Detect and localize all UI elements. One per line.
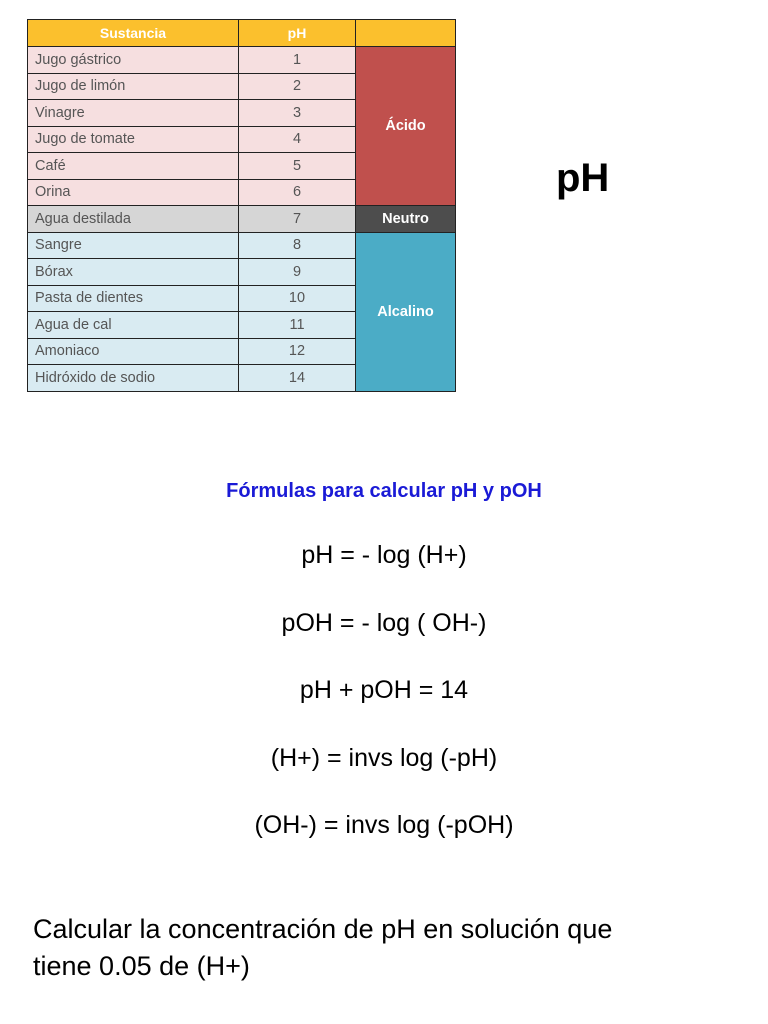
formula-oh-concentration: (OH-) = invs log (-pOH)	[254, 811, 514, 839]
row-substance: Bórax	[28, 259, 239, 286]
row-ph: 1	[239, 47, 356, 74]
formula-poh: pOH = - log ( OH-)	[281, 608, 487, 637]
row-ph: 6	[239, 179, 356, 206]
row-ph: 10	[239, 285, 356, 312]
row-ph: 11	[239, 312, 356, 339]
row-ph: 5	[239, 153, 356, 180]
row-substance: Hidróxido de sodio	[28, 365, 239, 392]
formula-h-concentration: (H+) = invs log (-pH)	[270, 743, 498, 772]
row-substance: Agua destilada	[28, 206, 239, 233]
row-ph: 4	[239, 126, 356, 153]
table-row	[28, 47, 456, 74]
question-line-2: tiene 0.05 de (H+)	[33, 951, 250, 981]
exercise-question	[33, 911, 733, 985]
row-substance: Amoniaco	[28, 338, 239, 365]
row-substance: Pasta de dientes	[28, 285, 239, 312]
row-ph: 2	[239, 73, 356, 100]
ph-table	[27, 19, 456, 392]
row-ph: 3	[239, 100, 356, 127]
formula-ph: pH = - log (H+)	[301, 541, 467, 569]
formulas-heading: Fórmulas para calcular pH y pOH	[226, 480, 542, 502]
row-substance: Vinagre	[28, 100, 239, 127]
row-ph: 14	[239, 365, 356, 392]
question-line-1: Calcular la concentración de pH en solución que	[33, 914, 613, 944]
category-acid: Ácido	[356, 47, 456, 206]
table-row	[28, 206, 456, 233]
row-substance: Sangre	[28, 232, 239, 259]
row-substance: Jugo de tomate	[28, 126, 239, 153]
header-ph: pH	[239, 20, 356, 47]
row-substance: Orina	[28, 179, 239, 206]
row-ph: 8	[239, 232, 356, 259]
formula-sum: pH + pOH = 14	[299, 676, 469, 704]
row-substance: Jugo de limón	[28, 73, 239, 100]
category-alkaline: Alcalino	[356, 232, 456, 391]
category-neutral: Neutro	[356, 206, 456, 233]
formula-list	[0, 537, 768, 875]
row-ph: 9	[239, 259, 356, 286]
header-category	[356, 20, 456, 47]
table-header-row	[28, 20, 456, 47]
row-ph: 12	[239, 338, 356, 365]
row-ph: 7	[239, 206, 356, 233]
row-substance: Jugo gástrico	[28, 47, 239, 74]
row-substance: Café	[28, 153, 239, 180]
table-row	[28, 232, 456, 259]
header-sustancia: Sustancia	[28, 20, 239, 47]
page-title: pH	[556, 156, 610, 200]
row-substance: Agua de cal	[28, 312, 239, 339]
